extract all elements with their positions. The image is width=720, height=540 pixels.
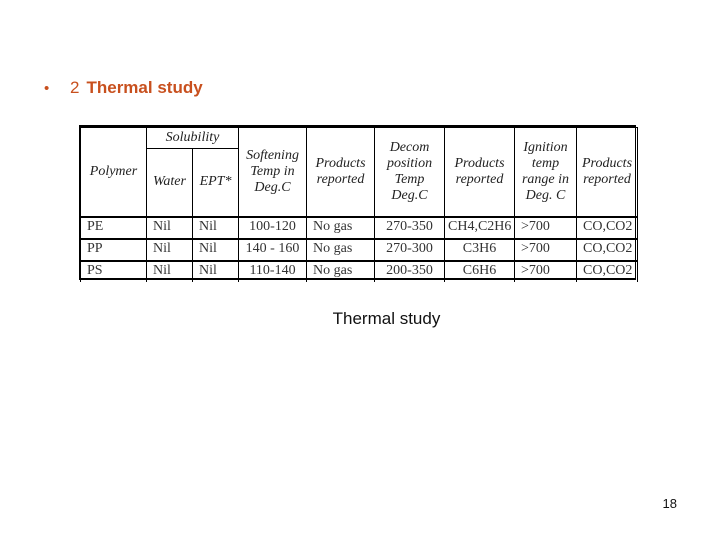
- table-cell: >700: [515, 239, 577, 261]
- caption-text: Thermal study: [332, 309, 441, 328]
- table-cell: CO,CO2: [577, 217, 638, 239]
- table-cell: >700: [515, 261, 577, 282]
- figure-caption: [0, 309, 720, 329]
- table-cell: Nil: [147, 217, 193, 239]
- header-solubility: Solubility: [147, 128, 239, 149]
- table-cell: >700: [515, 217, 577, 239]
- table-cell: PS: [81, 261, 147, 282]
- table-cell: Nil: [147, 261, 193, 282]
- table-cell: Nil: [193, 239, 239, 261]
- header-products-1: Products reported: [307, 128, 375, 217]
- table-cell: 200-350: [375, 261, 445, 282]
- header-ignition: Ignition temp range in Deg. C: [515, 128, 577, 217]
- table-cell: CH4,C2H6: [445, 217, 515, 239]
- thermal-table: [80, 127, 638, 282]
- table-row: [81, 217, 638, 239]
- table-cell: 110-140: [239, 261, 307, 282]
- header-softening: Softening Temp in Deg.C: [239, 128, 307, 217]
- header-water: Water: [147, 149, 193, 217]
- table-cell: C6H6: [445, 261, 515, 282]
- table-cell: 100-120: [239, 217, 307, 239]
- table-cell: Nil: [193, 217, 239, 239]
- table-cell: 140 - 160: [239, 239, 307, 261]
- table-cell: No gas: [307, 239, 375, 261]
- heading-number: 2: [70, 78, 80, 97]
- heading-title: Thermal study: [86, 78, 203, 97]
- table-cell: No gas: [307, 217, 375, 239]
- header-products-2: Products reported: [445, 128, 515, 217]
- table-row: [81, 261, 638, 282]
- table-cell: Nil: [147, 239, 193, 261]
- table-cell: PE: [81, 217, 147, 239]
- header-decomposition: Decom position Temp Deg.C: [375, 128, 445, 217]
- table-cell: Nil: [193, 261, 239, 282]
- bullet-dot: •: [44, 80, 50, 97]
- table-cell: CO,CO2: [577, 261, 638, 282]
- table-cell: 270-300: [375, 239, 445, 261]
- header-polymer: Polymer: [81, 128, 147, 217]
- table-row: [81, 239, 638, 261]
- table-cell: 270-350: [375, 217, 445, 239]
- page-number: 18: [662, 496, 677, 511]
- thermal-table-figure: [79, 125, 636, 280]
- table-cell: CO,CO2: [577, 239, 638, 261]
- header-ept: EPT*: [193, 149, 239, 217]
- bullet-heading: [44, 78, 203, 98]
- table-cell: C3H6: [445, 239, 515, 261]
- table-cell: PP: [81, 239, 147, 261]
- table-cell: No gas: [307, 261, 375, 282]
- header-products-3: Products reported: [577, 128, 638, 217]
